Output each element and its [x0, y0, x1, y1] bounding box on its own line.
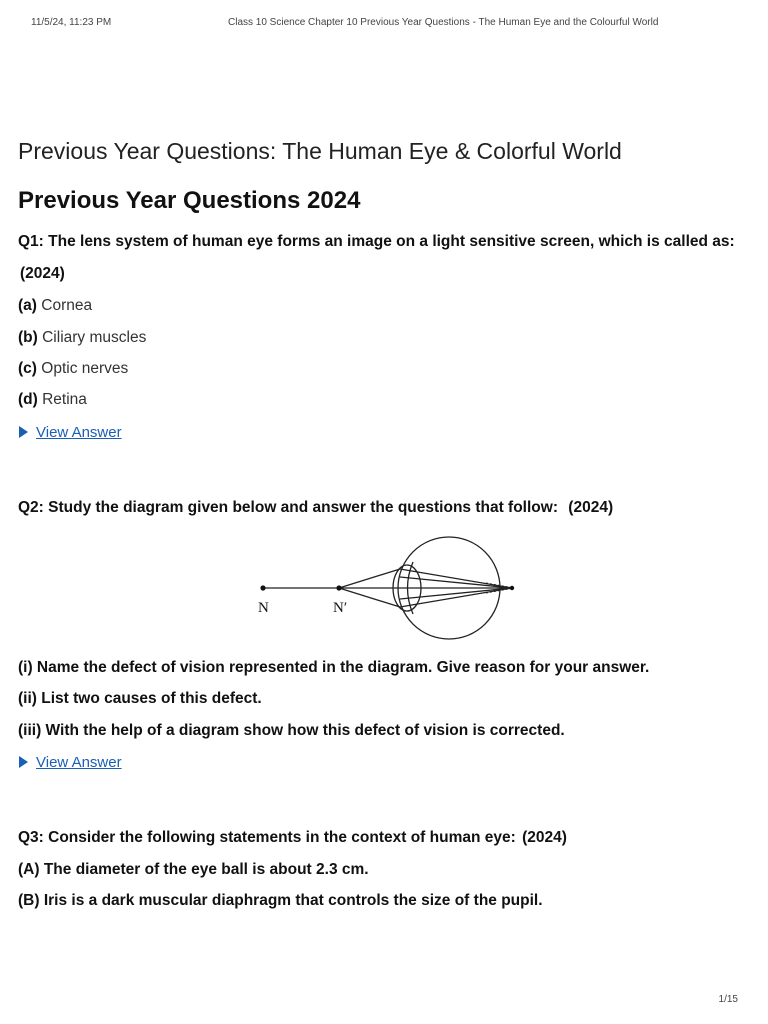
option-text: Ciliary muscles: [42, 329, 147, 346]
label-n-prime: N′: [333, 600, 348, 616]
disclosure-triangle-icon: [19, 426, 28, 438]
print-document-title: Class 10 Science Chapter 10 Previous Year Questions - The Human Eye and the Colourful World: [228, 17, 659, 28]
question-3-statement-a: [18, 861, 369, 879]
view-answer-link[interactable]: View Answer: [36, 424, 122, 441]
option-text: Optic nerves: [41, 360, 129, 377]
statement-text: Iris is a dark muscular diaphragm that controls the size of the pupil.: [43, 892, 543, 909]
question-2-view-answer-toggle[interactable]: [19, 754, 122, 771]
statement-text: The diameter of the eye ball is about 2.3 cm.: [43, 861, 369, 878]
disclosure-triangle-icon: [19, 756, 28, 768]
option-label: (b): [18, 329, 38, 346]
image-point-dot: [510, 586, 514, 590]
page-title: Previous Year Questions: The Human Eye & Colorful World: [18, 138, 622, 164]
option-label: (d): [18, 391, 38, 408]
question-2-part-ii: (ii) List two causes of this defect.: [18, 690, 262, 707]
question-1-option-b: [18, 329, 146, 347]
question-3-heading: [18, 829, 567, 847]
question-1-view-answer-toggle[interactable]: [19, 424, 122, 441]
page-number: 1/15: [718, 994, 738, 1005]
point-n-dot: [260, 585, 265, 590]
ray-upper-left: [339, 569, 400, 588]
option-label: (c): [18, 360, 37, 377]
print-header: [0, 17, 768, 33]
point-n-prime-dot: [336, 585, 341, 590]
statement-label: (B): [18, 892, 40, 909]
label-n: N: [258, 600, 269, 616]
question-2-part-iii: (iii) With the help of a diagram show how this defect of vision is corrected.: [18, 722, 565, 739]
view-answer-link[interactable]: View Answer: [36, 754, 122, 771]
question-2-part-i: (i) Name the defect of vision represented in the diagram. Give reason for your answer.: [18, 659, 650, 676]
question-2-heading: [18, 499, 613, 517]
question-2-text: Q2: Study the diagram given below and answer the questions that follow:: [18, 499, 558, 516]
section-heading: Previous Year Questions 2024: [18, 187, 361, 214]
question-3-text: Q3: Consider the following statements in the context of human eye:: [18, 829, 516, 846]
question-3-year: (2024): [522, 829, 567, 846]
question-1-option-a: [18, 297, 92, 315]
question-1-option-c: [18, 360, 128, 378]
myopia-eye-diagram: [250, 536, 530, 644]
question-1-text: Q1: The lens system of human eye forms an image on a light sensitive screen, which is called as:: [18, 233, 735, 250]
question-2-year: (2024): [568, 499, 614, 516]
option-text: Retina: [42, 391, 87, 408]
print-datetime: 11/5/24, 11:23 PM: [31, 17, 112, 28]
statement-label: (A): [18, 861, 40, 878]
option-label: (a): [18, 297, 37, 314]
question-1-option-d: [18, 391, 87, 409]
option-text: Cornea: [41, 297, 93, 314]
ray-lower-left: [339, 588, 400, 607]
question-3-statement-b: [18, 892, 543, 910]
question-1-year: (2024): [20, 265, 65, 282]
